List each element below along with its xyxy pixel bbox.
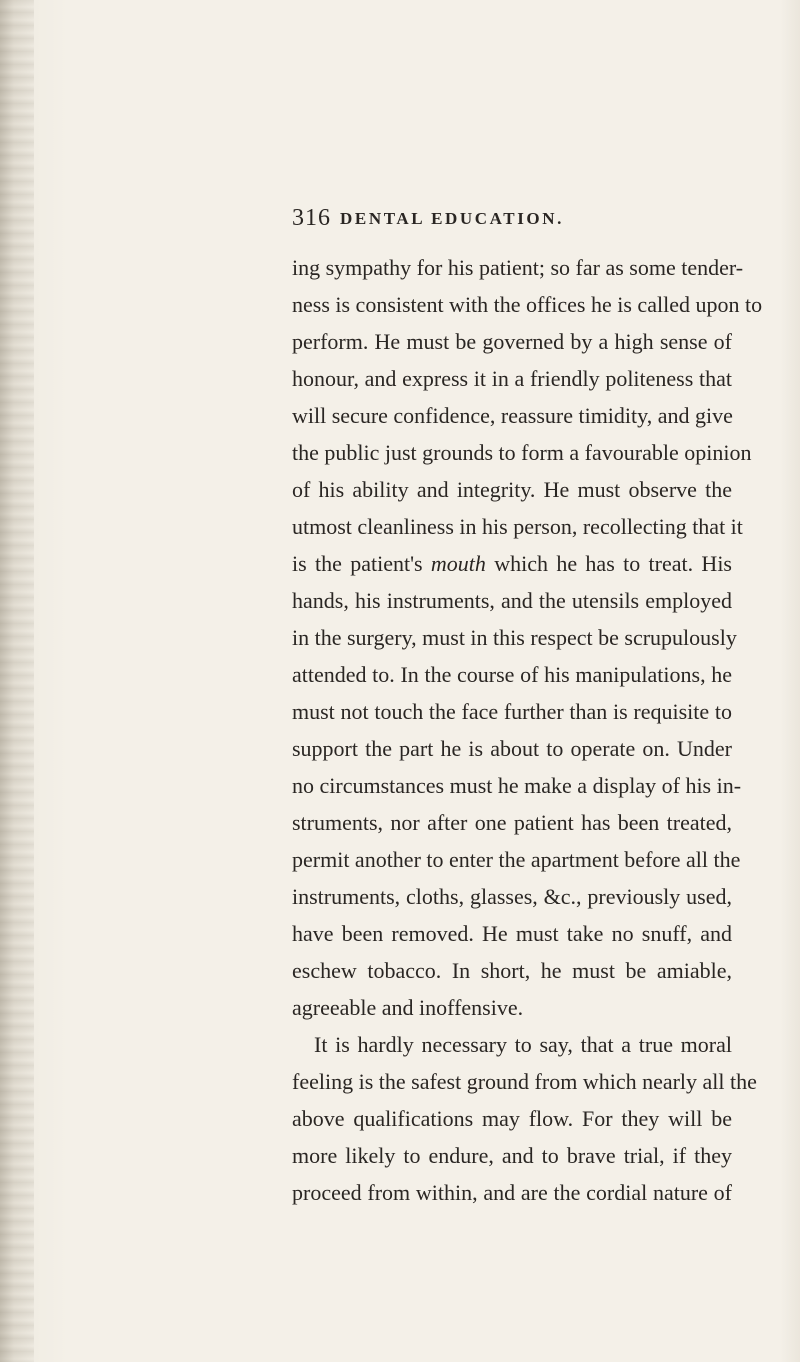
text-line: struments, nor after one patient has been treated, <box>292 810 732 835</box>
text-segment: is the patient's <box>292 551 431 576</box>
text-line: support the part he is about to operate on. Under <box>292 736 732 761</box>
text-line: have been removed. He must take no snuff, and <box>292 921 732 946</box>
text-line: ness is consistent with the offices he is called upon to <box>292 292 763 317</box>
italic-word: mouth <box>430 551 486 576</box>
text-line: honour, and express it in a friendly politeness that <box>292 366 732 391</box>
text-line: will secure confidence, reassure timidity, and give <box>292 403 733 428</box>
text-line: in the surgery, must in this respect be scrupulously <box>292 625 737 650</box>
page-number: 316 <box>292 205 331 231</box>
text-line: agreeable and inoffensive. <box>292 995 524 1020</box>
text-line: more likely to endure, and to brave trial, if they <box>292 1143 732 1168</box>
text-segment: which he has to treat. His <box>485 551 732 576</box>
text-line: hands, his instruments, and the utensils employed <box>292 588 732 613</box>
text-line: attended to. In the course of his manipulations, he <box>292 662 732 687</box>
text-line: perform. He must be governed by a high sense of <box>292 329 732 354</box>
text-line: permit another to enter the apartment before all the <box>292 847 741 872</box>
text-line: above qualifications may flow. For they will be <box>292 1106 732 1131</box>
binding-gutter <box>0 0 34 1362</box>
running-head: DENTAL EDUCATION. <box>340 209 564 228</box>
text-line: the public just grounds to form a favourable opinion <box>292 440 752 465</box>
text-line: utmost cleanliness in his person, recollecting that it <box>292 514 743 539</box>
text-line: ing sympathy for his patient; so far as some tender- <box>292 255 744 280</box>
text-line: feeling is the safest ground from which nearly all the <box>292 1069 757 1094</box>
text-line <box>292 546 732 582</box>
text-line: instruments, cloths, glasses, &c., previously used, <box>292 884 732 909</box>
text-line: of his ability and integrity. He must observe the <box>292 477 732 502</box>
text-line: no circumstances must he make a display of his in- <box>292 773 742 798</box>
text-line: proceed from within, and are the cordial nature of <box>292 1180 732 1205</box>
text-line: eschew tobacco. In short, he must be amiable, <box>292 958 732 983</box>
page-header <box>292 205 732 235</box>
text-line: It is hardly necessary to say, that a true moral <box>314 1032 732 1057</box>
text-line: must not touch the face further than is requisite to <box>292 699 732 724</box>
